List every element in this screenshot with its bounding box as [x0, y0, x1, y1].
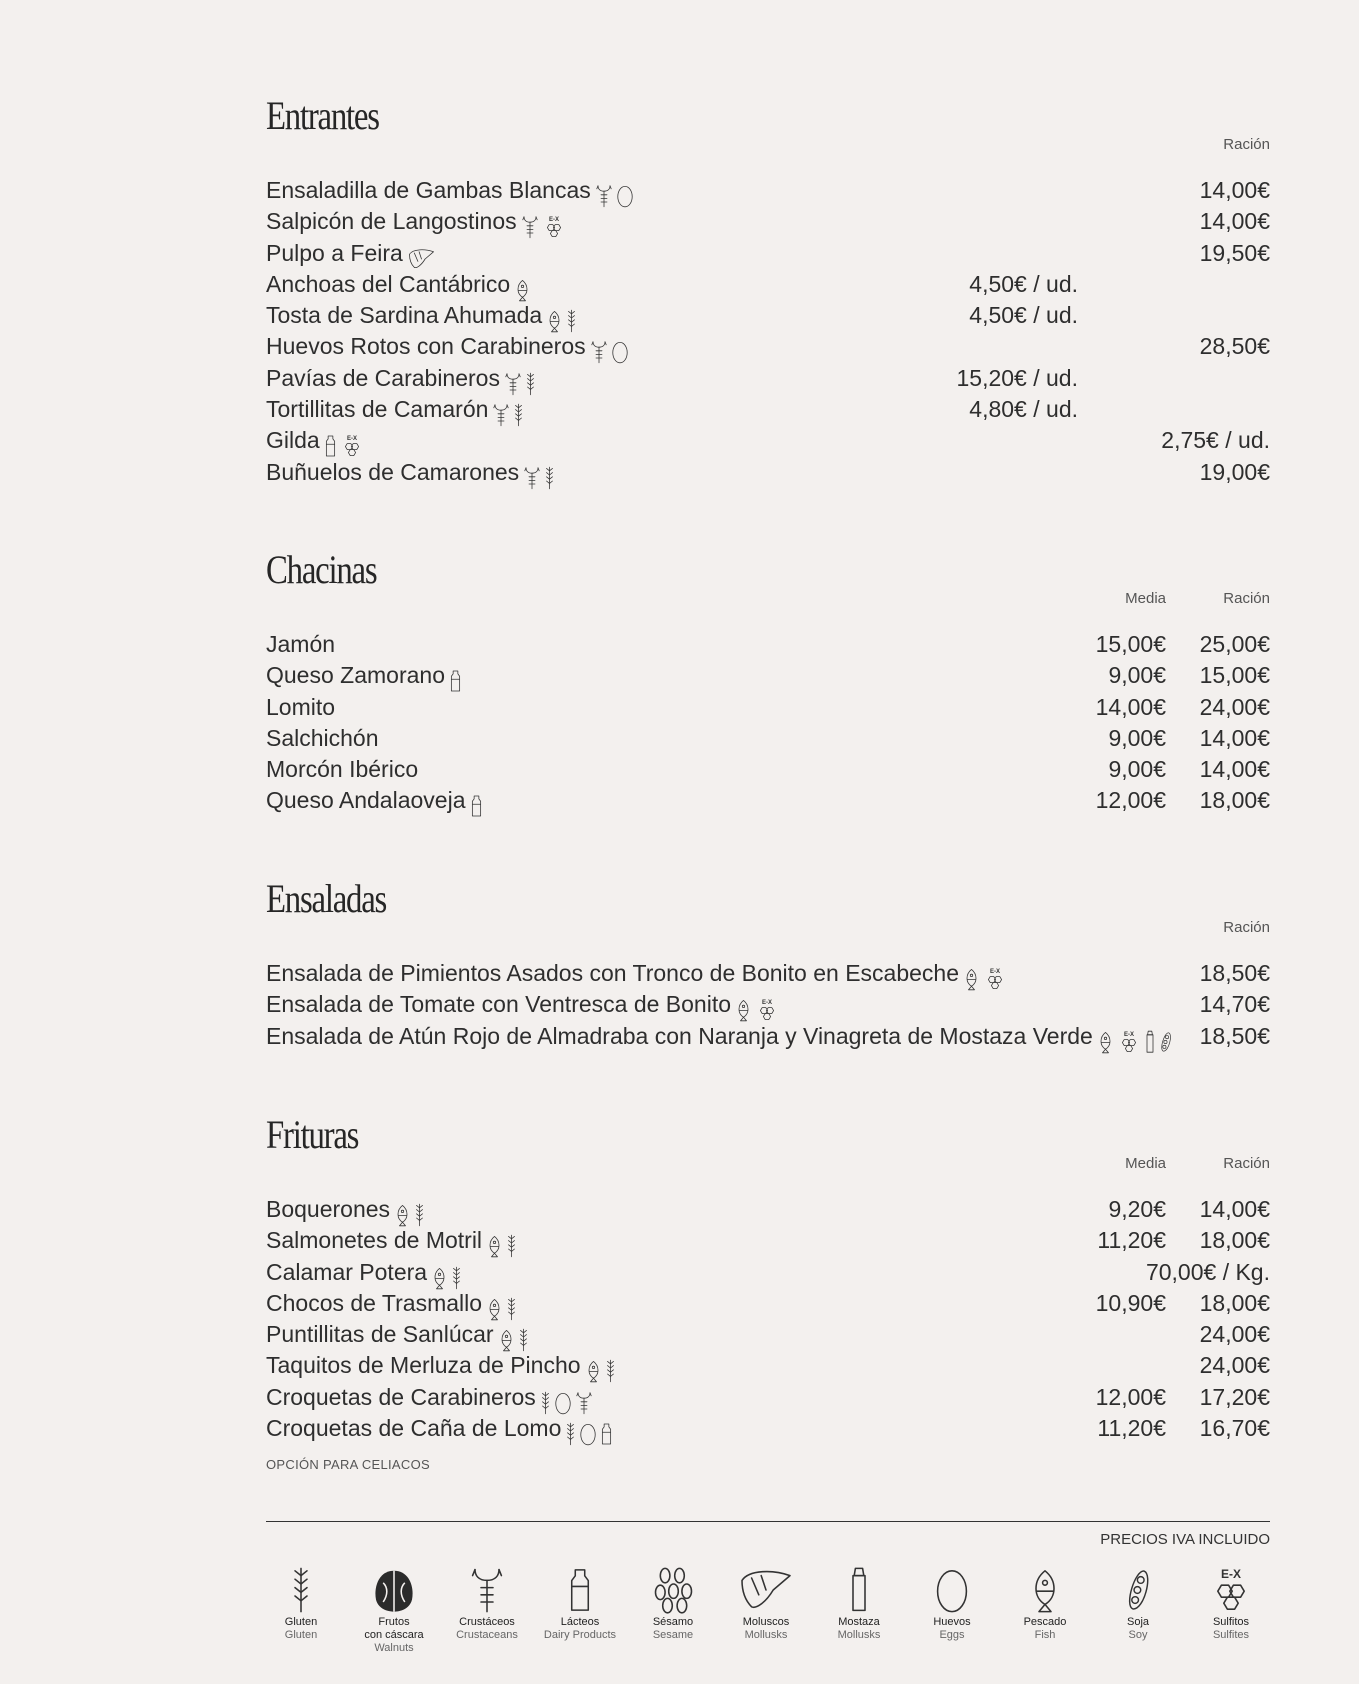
menu-item [266, 723, 1270, 754]
legend-fish [1000, 1560, 1090, 1642]
svg-text:E-X: E-X [1220, 1567, 1242, 1581]
allergen-label-en: Mollusks [744, 1629, 788, 1641]
unit-price: 4,80€ / ud. [969, 396, 1078, 423]
menu-item [266, 425, 1270, 456]
item-name-text: Salmonetes de Motril [266, 1227, 483, 1254]
dairy-icon [600, 1417, 613, 1448]
item-name [266, 754, 418, 785]
menu-item [266, 1021, 1270, 1052]
menu-item [266, 660, 1270, 691]
racion-price: 16,70€ [1199, 1415, 1270, 1442]
racion-price: 19,50€ [1199, 239, 1270, 266]
item-name [266, 1413, 616, 1448]
section-title: Frituras [266, 1112, 359, 1157]
item-name [266, 457, 558, 492]
menu-item [266, 1319, 1270, 1350]
item-name [266, 1382, 596, 1417]
allergen-label-es: Crustáceos [459, 1616, 515, 1628]
item-name-text: Queso Andalaoveja [266, 787, 466, 814]
item-name-text: Ensalada de Atún Rojo de Almadraba con Naranja y Vinagreta de Mostaza Verde [266, 1022, 1093, 1049]
item-name-text: Calamar Potera [266, 1258, 428, 1285]
legend-dairy [535, 1560, 625, 1642]
crustacean-icon [523, 461, 541, 492]
celiac-note: OPCIÓN PARA CELIACOS [266, 1457, 430, 1472]
col-racion: Ración [1223, 136, 1270, 153]
legend-mustard [814, 1560, 904, 1642]
allergen-label-en: Gluten [284, 1629, 318, 1641]
item-name [266, 1257, 465, 1292]
menu-item [266, 1257, 1270, 1288]
menu-item [266, 1413, 1270, 1444]
gluten-icon [256, 1560, 346, 1614]
legend-gluten [256, 1560, 346, 1642]
item-name-text: Salpicón de Langostinos [266, 208, 517, 235]
racion-price: 14,70€ [1199, 991, 1270, 1018]
allergen-icons [470, 789, 486, 820]
racion-price: 70,00€ / Kg. [1145, 1258, 1270, 1285]
legend-egg [907, 1560, 997, 1642]
walnut-icon [349, 1560, 439, 1614]
item-name [266, 1021, 1176, 1056]
item-name [266, 394, 527, 429]
legend-soy [1093, 1560, 1183, 1642]
media-price: 11,20€ [1097, 1415, 1166, 1442]
allergen-label-es: Gluten [284, 1616, 318, 1628]
item-name-text: Ensalada de Pimientos Asados con Tronco de Bonito en Escabeche [266, 960, 960, 986]
fish-icon [1000, 1560, 1090, 1614]
section-entrantes [266, 92, 1270, 485]
allergen-label-en: Sesame [652, 1629, 694, 1641]
allergen-label-es: Frutos con cáscara [364, 1616, 424, 1641]
racion-price: 14,00€ [1199, 756, 1270, 783]
racion-price: 24,00€ [1199, 1321, 1270, 1348]
col-media: Media [1125, 590, 1166, 607]
menu-item [266, 175, 1270, 206]
media-price: 9,00€ [1108, 756, 1166, 783]
menu-item [266, 300, 1270, 331]
menu-item [266, 1194, 1270, 1225]
menu-item [266, 989, 1270, 1020]
col-media: Media [1125, 1155, 1166, 1172]
item-name [266, 785, 486, 820]
section-frituras [266, 1111, 1270, 1472]
col-racion: Ración [1223, 590, 1270, 607]
item-name-text: Queso Zamorano [266, 662, 445, 689]
allergen-label-en: Crustaceans [456, 1629, 518, 1641]
dairy-icon [470, 789, 483, 820]
item-name [266, 1350, 619, 1385]
allergen-label-en: Sulfites [1212, 1629, 1250, 1641]
item-name [266, 331, 632, 366]
item-name-text: Pulpo a Feira [266, 239, 403, 266]
racion-price: 14,00€ [1199, 724, 1270, 751]
crustacean-icon [442, 1560, 532, 1614]
menu-item [266, 363, 1270, 394]
item-name [266, 269, 534, 304]
item-name [266, 629, 335, 660]
allergen-label-en: Soy [1128, 1629, 1148, 1641]
unit-price: 15,20€ / ud. [956, 364, 1078, 391]
item-name-text: Salchichón [266, 724, 379, 751]
egg-icon [579, 1417, 597, 1448]
media-price: 11,20€ [1097, 1227, 1166, 1254]
unit-price: 4,50€ / ud. [969, 302, 1078, 329]
racion-price: 18,00€ [1199, 1289, 1270, 1316]
allergen-icons [1097, 1025, 1176, 1056]
item-list [266, 1194, 1270, 1444]
allergen-label-en: Eggs [939, 1629, 965, 1641]
allergen-label-es: Moluscos [742, 1616, 790, 1628]
racion-price: 24,00€ [1199, 693, 1270, 720]
racion-price: 18,00€ [1199, 1227, 1270, 1254]
menu-item [266, 754, 1270, 785]
item-name [266, 723, 379, 754]
sulfites-icon [1186, 1560, 1276, 1614]
racion-price: 18,00€ [1199, 787, 1270, 814]
racion-price: 17,20€ [1199, 1383, 1270, 1410]
mollusk-icon [721, 1560, 811, 1614]
legend-walnut [349, 1560, 439, 1655]
item-name [266, 1319, 532, 1354]
gluten-icon [544, 461, 555, 492]
section-ensaladas [266, 875, 1270, 1049]
section-title: Ensaladas [266, 876, 387, 921]
item-name-text: Croquetas de Caña de Lomo [266, 1415, 562, 1442]
menu-item [266, 692, 1270, 723]
allergen-label-en: Mollusks [837, 1629, 881, 1641]
menu-item [266, 958, 1270, 989]
media-price: 15,00€ [1095, 631, 1166, 657]
item-name [266, 958, 1010, 993]
media-price: 14,00€ [1095, 693, 1166, 720]
unit-price: 4,50€ / ud. [969, 270, 1078, 297]
menu-item [266, 785, 1270, 816]
item-name-text: Puntillitas de Sanlúcar [266, 1321, 494, 1348]
section-title: Chacinas [266, 547, 377, 592]
svg-text:E-X: E-X [762, 1000, 773, 1007]
item-name-text: Buñuelos de Camarones [266, 458, 520, 485]
item-name-text: Morcón Ibérico [266, 756, 419, 783]
item-name-text: Jamón [266, 631, 336, 657]
item-name-text: Tortillitas de Camarón [266, 396, 489, 423]
svg-text:E-X: E-X [548, 217, 559, 224]
item-name [266, 1288, 520, 1323]
item-name-text: Croquetas de Carabineros [266, 1383, 536, 1410]
racion-price: 14,00€ [1199, 208, 1270, 235]
item-name [266, 300, 580, 335]
racion-price: 18,50€ [1199, 1022, 1270, 1049]
racion-price: 14,00€ [1199, 1196, 1270, 1222]
allergen-label-en: Fish [1034, 1629, 1056, 1641]
item-name [266, 206, 569, 241]
allergen-label-es: Soja [1126, 1616, 1150, 1628]
item-list [266, 629, 1270, 817]
egg-icon [907, 1560, 997, 1614]
svg-text:E-X: E-X [990, 968, 1001, 975]
item-name-text: Taquitos de Merluza de Pincho [266, 1352, 581, 1379]
allergen-label-es: Huevos [933, 1616, 971, 1628]
mustard-icon [814, 1560, 904, 1614]
item-name-text: Ensalada de Tomate con Ventresca de Bonito [266, 991, 732, 1018]
racion-price: 18,50€ [1199, 960, 1270, 986]
fish-icon [1097, 1025, 1114, 1056]
allergen-icons [565, 1417, 616, 1448]
soy-icon [1093, 1560, 1183, 1614]
gluten-icon [565, 1417, 576, 1448]
media-price: 10,90€ [1095, 1289, 1166, 1316]
menu-item [266, 1288, 1270, 1319]
item-name-text: Boquerones [266, 1196, 391, 1222]
item-name-text: Anchoas del Cantábrico [266, 270, 511, 297]
racion-price: 28,50€ [1199, 333, 1270, 360]
dairy-icon [535, 1560, 625, 1614]
allergen-label-es: Sulfitos [1212, 1616, 1250, 1628]
media-price: 12,00€ [1095, 1383, 1166, 1410]
racion-price: 15,00€ [1199, 662, 1270, 689]
item-name-text: Pavías de Carabineros [266, 364, 500, 391]
divider [266, 1521, 1270, 1522]
menu-item [266, 394, 1270, 425]
allergen-legend [266, 1560, 1270, 1670]
legend-mollusk [721, 1560, 811, 1642]
item-list [266, 958, 1270, 1052]
item-name-text: Lomito [266, 693, 336, 720]
legend-sulfites [1186, 1560, 1276, 1642]
racion-price: 2,75€ / ud. [1161, 427, 1270, 454]
item-name [266, 1225, 520, 1260]
soy-icon [1159, 1025, 1173, 1056]
menu-item [266, 1225, 1270, 1256]
col-racion: Ración [1223, 919, 1270, 936]
item-name [266, 660, 465, 695]
svg-text:E-X: E-X [1123, 1031, 1134, 1038]
mustard-icon [1144, 1025, 1156, 1056]
media-price: 9,00€ [1108, 662, 1166, 689]
racion-price: 25,00€ [1199, 631, 1270, 657]
media-price: 12,00€ [1095, 787, 1166, 814]
allergen-label-en: Walnuts [374, 1642, 414, 1654]
vat-note: PRECIOS IVA INCLUIDO [1100, 1531, 1270, 1548]
menu-item [266, 1350, 1270, 1381]
item-name-text: Huevos Rotos con Carabineros [266, 333, 586, 360]
menu-item [266, 331, 1270, 362]
item-name [266, 175, 637, 210]
section-chacinas [266, 546, 1270, 814]
item-name [266, 238, 439, 273]
item-name [266, 989, 782, 1024]
item-name [266, 363, 539, 398]
item-name [266, 692, 335, 723]
racion-price: 14,00€ [1199, 177, 1270, 203]
allergen-label-es: Mostaza [838, 1616, 880, 1628]
item-name [266, 425, 367, 460]
racion-price: 24,00€ [1199, 1352, 1270, 1379]
section-title: Entrantes [266, 93, 379, 138]
item-name-text: Tosta de Sardina Ahumada [266, 302, 543, 329]
menu-item [266, 457, 1270, 488]
menu-item [266, 629, 1270, 660]
item-list [266, 175, 1270, 488]
allergen-icons [523, 461, 558, 492]
item-name-text: Chocos de Trasmallo [266, 1289, 483, 1316]
media-price: 9,20€ [1108, 1196, 1166, 1222]
menu-item [266, 238, 1270, 269]
col-racion: Ración [1223, 1155, 1270, 1172]
legend-sesame [628, 1560, 718, 1642]
legend-crustacean [442, 1560, 532, 1642]
menu-item [266, 269, 1270, 300]
sesame-icon [628, 1560, 718, 1614]
media-price: 9,00€ [1108, 724, 1166, 751]
item-name-text: Gilda [266, 427, 320, 454]
allergen-label-en: Dairy Products [543, 1629, 617, 1641]
menu-item [266, 206, 1270, 237]
allergen-label-es: Pescado [1023, 1616, 1067, 1628]
menu-item [266, 1382, 1270, 1413]
svg-text:E-X: E-X [346, 436, 357, 443]
sulfites-icon [1117, 1025, 1141, 1056]
item-name-text: Ensaladilla de Gambas Blancas [266, 177, 591, 203]
allergen-label-es: Lácteos [560, 1616, 600, 1628]
racion-price: 19,00€ [1199, 458, 1270, 485]
item-name [266, 1194, 428, 1229]
allergen-label-es: Sésamo [652, 1616, 694, 1628]
